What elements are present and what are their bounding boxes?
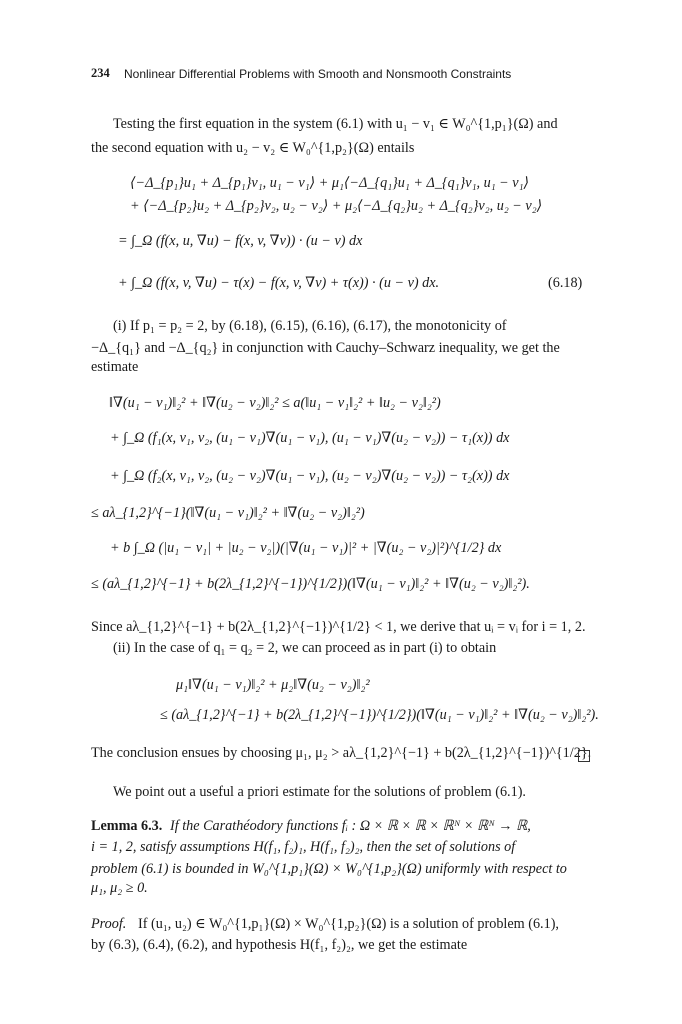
- est-line1: ‖∇(u₁ − v₁)‖₂² + ‖∇(u₂ − v₂)‖₂² ≤ a(‖u₁ − v₁‖₂² + ‖u₂ − v₂‖₂²): [109, 395, 441, 411]
- eq618-line3: = ∫_Ω (f(x, u, ∇u) − f(x, v, ∇v)) · (u − v) dx: [118, 233, 363, 249]
- proof-label: Proof.: [91, 916, 127, 932]
- para2-line2: −Δ_{q₁} and −Δ_{q₂} in conjunction with Cauchy–Schwarz inequality, we get the: [91, 340, 560, 356]
- para3-line1: Since aλ_{1,2}^{−1} + b(2λ_{1,2}^{−1})^{1/2} < 1, we derive that uᵢ = vᵢ for i = 1, 2.: [91, 619, 586, 635]
- page-number: 234: [91, 66, 110, 80]
- est-line6: ≤ (aλ_{1,2}^{−1} + b(2λ_{1,2}^{−1})^{1/2})(‖∇(u₁ − v₁)‖₂² + ‖∇(u₂ − v₂)‖₂²).: [91, 576, 530, 592]
- est-line2: + ∫_Ω (f₁(x, v₁, v₂, (u₁ − v₁)∇(u₁ − v₁), (u₁ − v₁)∇(u₂ − v₂)) − τ₁(x)) dx: [110, 430, 510, 446]
- equation-number: (6.18): [548, 275, 583, 291]
- para2-line3: estimate: [91, 359, 139, 375]
- para1-line2: the second equation with u₂ − v₂ ∈ W₀^{1,p₂}(Ω) entails: [91, 140, 415, 156]
- running-title: Nonlinear Differential Problems with Smooth and Nonsmooth Constraints: [124, 67, 512, 81]
- lemma-line1: If the Carathéodory functions fᵢ : Ω × ℝ × ℝ × ℝᴺ × ℝᴺ → ℝ,: [170, 818, 531, 834]
- lemma-line2: i = 1, 2, satisfy assumptions H(f₁, f₂)₁, H(f₁, f₂)₂, then the set of solutions of: [91, 839, 516, 855]
- proof-line2: by (6.3), (6.4), (6.2), and hypothesis H(f₁, f₂)₂, we get the estimate: [91, 937, 468, 953]
- est-line4: ≤ aλ_{1,2}^{−1}(‖∇(u₁ − v₁)‖₂² + ‖∇(u₂ − v₂)‖₂²): [91, 505, 365, 521]
- conclusion-line: The conclusion ensues by choosing μ₁, μ₂ > aλ_{1,2}^{−1} + b(2λ_{1,2}^{−1})^{1/2}.: [91, 745, 592, 761]
- proof-line1: If (u₁, u₂) ∈ W₀^{1,p₁}(Ω) × W₀^{1,p₂}(Ω) is a solution of problem (6.1),: [138, 916, 559, 932]
- lemma-line3: problem (6.1) is bounded in W₀^{1,p₁}(Ω) × W₀^{1,p₂}(Ω) uniformly with respect to: [91, 861, 567, 877]
- eq618-line4: + ∫_Ω (f(x, v, ∇u) − τ(x) − f(x, v, ∇v) + τ(x)) · (u − v) dx.: [118, 275, 440, 291]
- para4-line: We point out a useful a priori estimate for the solutions of problem (6.1).: [113, 784, 526, 800]
- eq618-line1: ⟨−Δ_{p₁}u₁ + Δ_{p₁}v₁, u₁ − v₁⟩ + μ₁⟨−Δ_{q₁}u₁ + Δ_{q₁}v₁, u₁ − v₁⟩: [130, 175, 530, 191]
- lemma-label: Lemma 6.3.: [91, 818, 163, 834]
- est2-line1: μ₁‖∇(u₁ − v₁)‖₂² + μ₂‖∇(u₂ − v₂)‖₂²: [176, 677, 370, 693]
- qed-square-icon: [578, 750, 590, 762]
- eq618-line2: + ⟨−Δ_{p₂}u₂ + Δ_{p₂}v₂, u₂ − v₂⟩ + μ₂⟨−Δ_{q₂}u₂ + Δ_{q₂}v₂, u₂ − v₂⟩: [130, 198, 543, 214]
- para3-line2: (ii) In the case of q₁ = q₂ = 2, we can proceed as in part (i) to obtain: [113, 640, 497, 656]
- lemma-line4: μ₁, μ₂ ≥ 0.: [91, 880, 148, 896]
- est2-line2: ≤ (aλ_{1,2}^{−1} + b(2λ_{1,2}^{−1})^{1/2})(‖∇(u₁ − v₁)‖₂² + ‖∇(u₂ − v₂)‖₂²).: [160, 707, 599, 723]
- est-line5: + b ∫_Ω (|u₁ − v₁| + |u₂ − v₂|)(|∇(u₁ − v₁)|² + |∇(u₂ − v₂)|²)^{1/2} dx: [110, 540, 502, 556]
- est-line3: + ∫_Ω (f₂(x, v₁, v₂, (u₂ − v₂)∇(u₁ − v₁), (u₂ − v₂)∇(u₂ − v₂)) − τ₂(x)) dx: [110, 468, 510, 484]
- para1-line1: Testing the first equation in the system (6.1) with u₁ − v₁ ∈ W₀^{1,p₁}(Ω) and: [113, 116, 558, 132]
- para2-line1: (i) If p₁ = p₂ = 2, by (6.18), (6.15), (6.16), (6.17), the monotonicity of: [113, 318, 507, 334]
